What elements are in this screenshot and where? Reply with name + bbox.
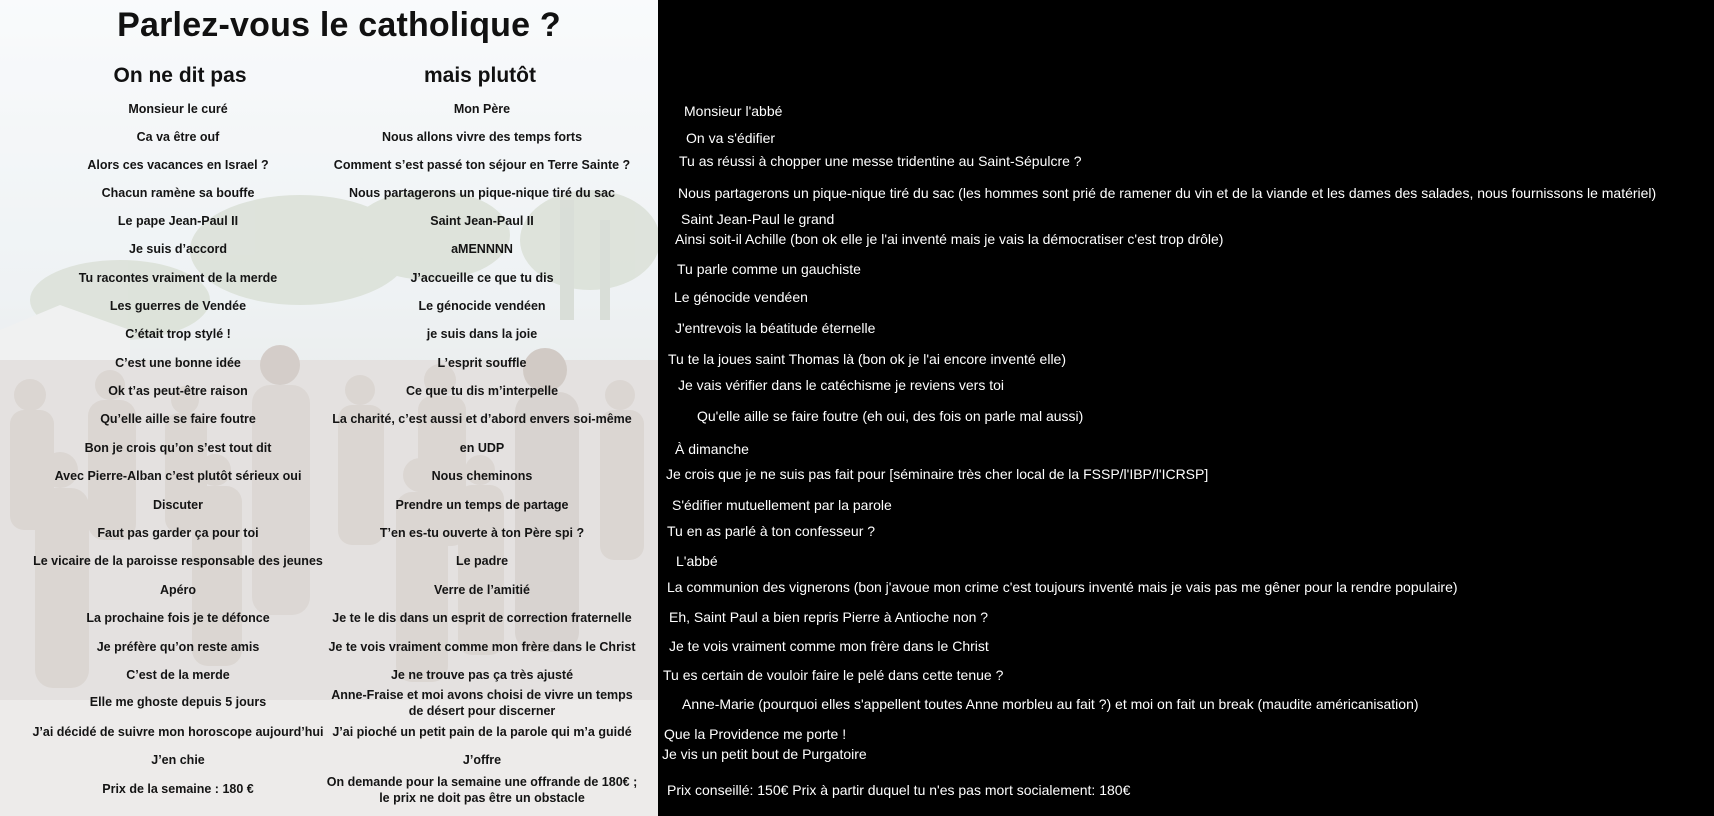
phrase-right: Verre de l’amitié [434,583,530,597]
phrase-right: en UDP [459,441,505,455]
phrase-right: J’ai pioché un petit pain de la parole qui m’a guidé [332,725,632,739]
phrase-right: Nous partagerons un pique-nique tiré du sac [348,186,615,200]
annotation-line: Nous partagerons un pique-nique tiré du sac (les hommes sont prié de ramener du vin et de la viande et les dames des salades, nous fournissons le matériel) [678,185,1657,201]
phrase-left: Le vicaire de la paroisse responsable des jeunes [33,554,323,568]
phrase-left: Ok t’as peut-être raison [108,384,248,398]
phrase-right: Ce que tu dis m’interpelle [405,384,559,398]
annotation-line: Eh, Saint Paul a bien repris Pierre à Antioche non ? [669,609,989,625]
phrase-left: C’était trop stylé ! [125,327,231,341]
phrase-right: Comment s’est passé ton séjour en Terre Sainte ? [333,158,631,172]
annotation-line: Je vis un petit bout de Purgatoire [662,746,867,762]
annotation-line: Tu en as parlé à ton confesseur ? [667,523,876,539]
phrase-right: Anne-Fraise et moi avons choisi de vivre un temps de désert pour discerner [331,688,633,718]
phrase-left: Tu racontes vraiment de la merde [78,271,278,285]
phrase-right: Le génocide vendéen [418,299,546,313]
phrase-left: Elle me ghoste depuis 5 jours [89,695,267,709]
phrase-left: Apéro [159,583,197,597]
phrase-right: La charité, c’est aussi et d’abord envers soi-même [332,412,632,426]
annotation-line: Je te vois vraiment comme mon frère dans le Christ [669,638,989,654]
annotation-line: Tu parle comme un gauchiste [677,261,861,277]
phrase-right: Nous allons vivre des temps forts [381,130,583,144]
phrase-left: Le pape Jean-Paul II [117,214,239,228]
annotation-line: Je vais vérifier dans le catéchisme je reviens vers toi [678,377,1005,393]
phrase-left: C’est une bonne idée [115,356,241,370]
phrase-left: Avec Pierre-Alban c’est plutôt sérieux oui [54,469,302,483]
phrase-left: Alors ces vacances en Israel ? [87,158,269,172]
annotation-line: Prix conseillé: 150€ Prix à partir duquel tu n'es pas mort socialement: 180€ [667,782,1131,798]
phrase-left: La prochaine fois je te défonce [86,611,270,625]
annotation-line: Qu'elle aille se faire foutre (eh oui, des fois on parle mal aussi) [697,408,1084,424]
phrase-left: J’ai décidé de suivre mon horoscope aujourd’hui [32,725,324,739]
phrase-right: Mon Père [453,102,511,116]
annotation-line: La communion des vignerons (bon j'avoue mon crime c'est toujours inventé mais je vais pas me gêner pour la rendre populaire) [667,579,1458,595]
phrase-left: Je préfère qu’on reste amis [96,640,260,654]
annotation-line: Ainsi soit-il Achille (bon ok elle je l'ai inventé mais je vais la démocratiser c'est trop drôle) [675,231,1224,247]
annotation-line: On va s'édifier [686,130,776,146]
meme-title: Parlez-vous le catholique ? [117,6,561,44]
annotation-line: Que la Providence me porte ! [664,726,847,742]
phrase-right: aMENNNN [451,242,513,256]
phrase-left: Qu’elle aille se faire foutre [100,412,256,426]
annotation-line: Le génocide vendéen [674,289,808,305]
phrase-right: J’accueille ce que tu dis [410,271,554,285]
phrase-right: L’esprit souffle [437,356,527,370]
annotation-line: Saint Jean-Paul le grand [681,211,835,227]
phrase-right: J’offre [462,753,502,767]
phrase-right: Je ne trouve pas ça très ajusté [390,668,574,682]
meme-panel [0,0,658,816]
phrase-left: C’est de la merde [126,668,230,682]
annotation-line: Anne-Marie (pourquoi elles s'appellent toutes Anne morbleu au fait ?) et moi on fait un break (maudite américanisation) [682,696,1419,712]
phrase-left: Ca va être ouf [136,130,220,144]
phrase-left: Chacun ramène sa bouffe [101,186,255,200]
phrase-left: J’en chie [151,753,205,767]
annotation-line: L'abbé [676,553,718,569]
annotation-line: Tu es certain de vouloir faire le pelé dans cette tenue ? [663,667,1004,683]
phrase-right: Prendre un temps de partage [395,498,569,512]
phrase-left: Je suis d’accord [129,242,227,256]
annotation-line: J'entrevois la béatitude éternelle [675,320,876,336]
column-header-rather-say: mais plutôt [423,64,536,87]
phrase-left: Prix de la semaine : 180 € [102,782,254,796]
phrase-right: On demande pour la semaine une offrande de 180€ ; le prix ne doit pas être un obstacle [326,775,638,805]
phrase-left: Les guerres de Vendée [109,299,247,313]
annotation-panel [658,0,1714,816]
phrase-table [0,0,658,816]
phrase-left: Faut pas garder ça pour toi [97,526,259,540]
phrase-right: Saint Jean-Paul II [430,214,534,228]
phrase-left: Bon je crois qu’on s’est tout dit [84,441,272,455]
annotation-line: S'édifier mutuellement par la parole [672,497,892,513]
annotation-line: Tu te la joues saint Thomas là (bon ok je l'ai encore inventé elle) [668,351,1067,367]
phrase-right: je suis dans la joie [426,327,538,341]
phrase-right: Le padre [455,554,509,568]
annotation-line: Tu as réussi à chopper une messe tridentine au Saint-Sépulcre ? [679,153,1082,169]
phrase-right: Je te vois vraiment comme mon frère dans le Christ [328,640,636,654]
annotation-line: Je crois que je ne suis pas fait pour [séminaire très cher local de la FSSP/l'IBP/l'ICRSP] [666,466,1209,482]
annotation-line: Monsieur l'abbé [684,103,783,119]
phrase-right: Nous cheminons [431,469,533,483]
phrase-right: T’en es-tu ouverte à ton Père spi ? [379,526,585,540]
annotation-line: À dimanche [675,441,749,457]
column-header-dont-say: On ne dit pas [113,64,247,87]
phrase-left: Discuter [152,498,204,512]
phrase-left: Monsieur le curé [128,102,228,116]
phrase-right: Je te le dis dans un esprit de correction fraternelle [332,611,632,625]
